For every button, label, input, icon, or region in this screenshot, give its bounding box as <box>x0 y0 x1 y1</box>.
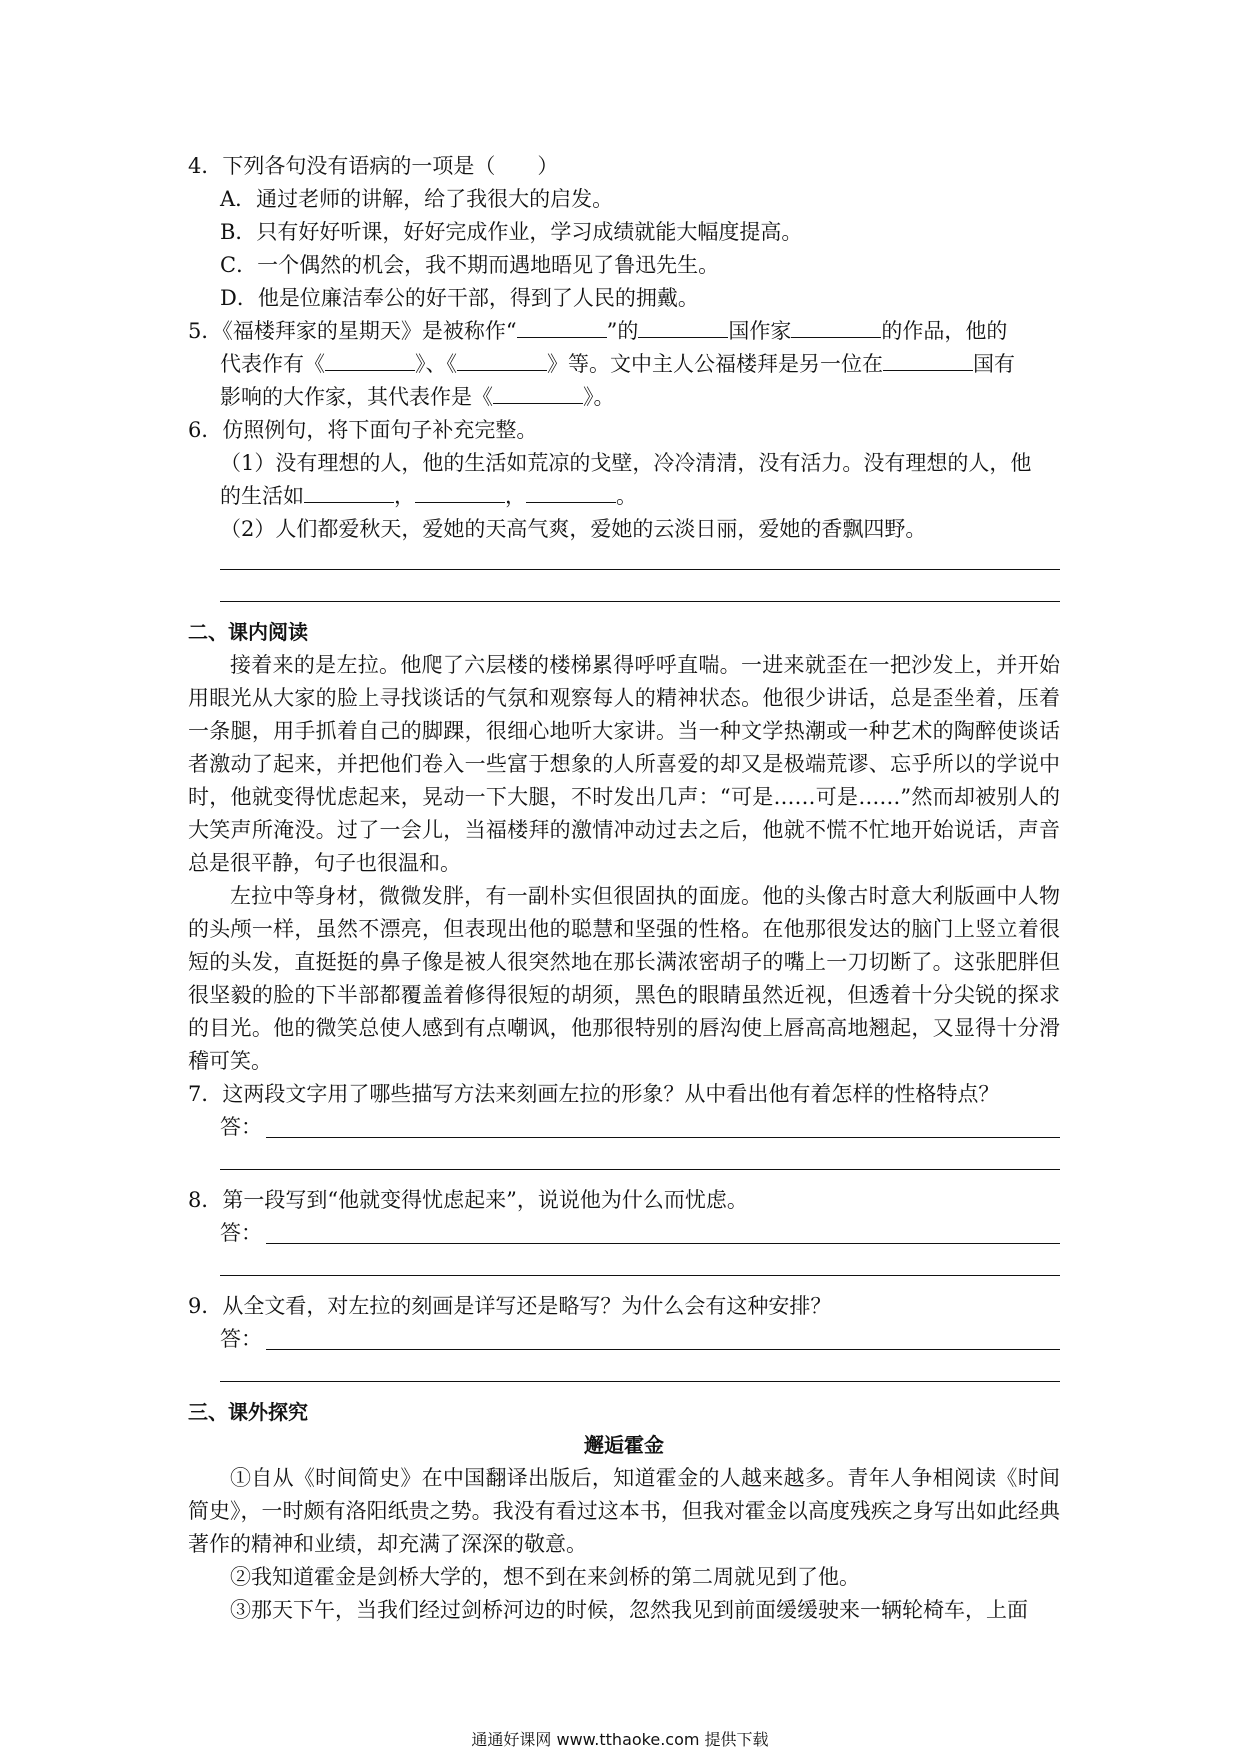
section-2-heading: 二、课内阅读 <box>188 620 308 644</box>
fill-blank[interactable] <box>415 480 505 503</box>
q5-text: 》等。文中主人公福楼拜是另一位在 <box>547 352 883 376</box>
question-4-stem: 4．下列各句没有语病的一项是（ ） <box>188 154 559 178</box>
section-3-heading: 三、课外探究 <box>188 1400 308 1424</box>
answer-label: 答： <box>220 1221 262 1245</box>
question-5-line-1 <box>188 315 1060 348</box>
reading-paragraph-1: 接着来的是左拉。他爬了六层楼的楼梯累得呼呼直喘。一进来就歪在一把沙发上，并开始用眼光从大家的脸上寻找谈话的气氛和观察每人的精神状态。他很少讲话，总是歪坐着，压着一条腿，用手抓着自己的脚踝，很细心地听大家讲。当一种文学热潮或一种艺术的陶醉使谈话者激动了起来，并把他们卷入一些富于想象的人所喜爱的却又是极端荒谬、忘乎所以的学说中时，他就变得忧虑起来，晃动一下大腿，不时发出几声：“可是……可是……”然而却被别人的大笑声所淹没。过了一会儿，当福楼拜的激情冲动过去之后，他就不慌不忙地开始说话，声音总是很平静，句子也很温和。 <box>188 653 1060 875</box>
q5-text: 影响的大作家，其代表作是《 <box>220 385 493 409</box>
q6-end: 。 <box>616 484 637 508</box>
q6-comma: ， <box>505 484 526 508</box>
q4-option-a: A．通过老师的讲解，给了我很大的启发。 <box>220 187 614 211</box>
question-7: 7．这两段文字用了哪些描写方法来刻画左拉的形象？从中看出他有着怎样的性格特点？ <box>188 1082 1000 1106</box>
q6-text: 的生活如 <box>220 484 304 508</box>
q5-text: 代表作有《 <box>220 352 325 376</box>
article-title: 邂逅霍金 <box>584 1433 664 1457</box>
answer-label: 答： <box>220 1115 262 1139</box>
q4-option-c: C．一个偶然的机会，我不期而遇地晤见了鲁迅先生。 <box>220 253 720 277</box>
question-8: 8．第一段写到“他就变得忧虑起来”，说说他为什么而忧虑。 <box>188 1188 748 1212</box>
q5-text: 5．《福楼拜家的星期天》是被称作“ <box>188 319 517 343</box>
answer-line[interactable] <box>266 1137 1060 1138</box>
answer-label: 答： <box>220 1327 262 1351</box>
answer-line[interactable] <box>266 1349 1060 1350</box>
q5-text: 》。 <box>583 385 615 409</box>
fill-blank[interactable] <box>304 480 394 503</box>
fill-blank[interactable] <box>791 315 881 338</box>
fill-blank[interactable] <box>883 348 973 371</box>
q5-text: 的作品，他的 <box>881 319 1008 343</box>
q5-text: 》、《 <box>415 352 457 376</box>
fill-blank[interactable] <box>526 480 616 503</box>
question-6-stem: 6．仿照例句，将下面句子补充完整。 <box>188 418 538 442</box>
q4-option-b: B．只有好好听课，好好完成作业，学习成绩就能大幅度提高。 <box>220 220 803 244</box>
answer-row[interactable] <box>188 1111 1060 1144</box>
q4-option-d: D．他是位廉洁奉公的好干部，得到了人民的拥戴。 <box>220 286 699 310</box>
article-paragraph-2: ②我知道霍金是剑桥大学的，想不到在来剑桥的第二周就见到了他。 <box>230 1565 860 1589</box>
question-5-line-3 <box>188 381 1060 414</box>
q6-sentence-1a: （1）没有理想的人，他的生活如荒凉的戈壁，冷冷清清，没有活力。没有理想的人，他 <box>220 451 1032 475</box>
q6-sentence-1b <box>188 480 1060 513</box>
fill-blank[interactable] <box>517 315 607 338</box>
q5-text: 国有 <box>973 352 1015 376</box>
fill-blank[interactable] <box>325 348 415 371</box>
answer-row[interactable] <box>188 1217 1060 1250</box>
page-footer: 通通好课网 www.tthaoke.com 提供下载 <box>471 1730 769 1749</box>
question-5-line-2 <box>188 348 1060 381</box>
q5-text: 国作家 <box>728 319 792 343</box>
fill-blank[interactable] <box>638 315 728 338</box>
q6-sentence-2: （2）人们都爱秋天，爱她的天高气爽，爱她的云淡日丽，爱她的香飘四野。 <box>220 517 927 541</box>
article-paragraph-3: ③那天下午，当我们经过剑桥河边的时候，忽然我见到前面缓缓驶来一辆轮椅车，上面 <box>230 1598 1028 1622</box>
fill-blank[interactable] <box>493 381 583 404</box>
q6-comma: ， <box>394 484 415 508</box>
worksheet-page <box>188 150 1060 1627</box>
fill-blank[interactable] <box>457 348 547 371</box>
answer-line[interactable] <box>266 1243 1060 1244</box>
article-paragraph-1: ①自从《时间简史》在中国翻译出版后，知道霍金的人越来越多。青年人争相阅读《时间简史》，一时颇有洛阳纸贵之势。我没有看过这本书，但我对霍金以高度残疾之身写出如此经典著作的精神和业绩，却充满了深深的敬意。 <box>188 1466 1060 1556</box>
answer-row[interactable] <box>188 1323 1060 1356</box>
reading-paragraph-2: 左拉中等身材，微微发胖，有一副朴实但很固执的面庞。他的头像古时意大利版画中人物的头颅一样，虽然不漂亮，但表现出他的聪慧和坚强的性格。在他那很发达的脑门上竖立着很短的头发，直挺挺的鼻子像是被人很突然地在那长满浓密胡子的嘴上一刀切断了。这张肥胖但很坚毅的脸的下半部都覆盖着修得很短的胡须，黑色的眼睛虽然近视，但透着十分尖锐的探求的目光。他的微笑总使人感到有点嘲讽，他那很特别的唇沟使上唇高高地翘起，又显得十分滑稽可笑。 <box>188 884 1060 1073</box>
question-9: 9．从全文看，对左拉的刻画是详写还是略写？为什么会有这种安排？ <box>188 1294 832 1318</box>
q5-text: ”的 <box>606 319 639 343</box>
